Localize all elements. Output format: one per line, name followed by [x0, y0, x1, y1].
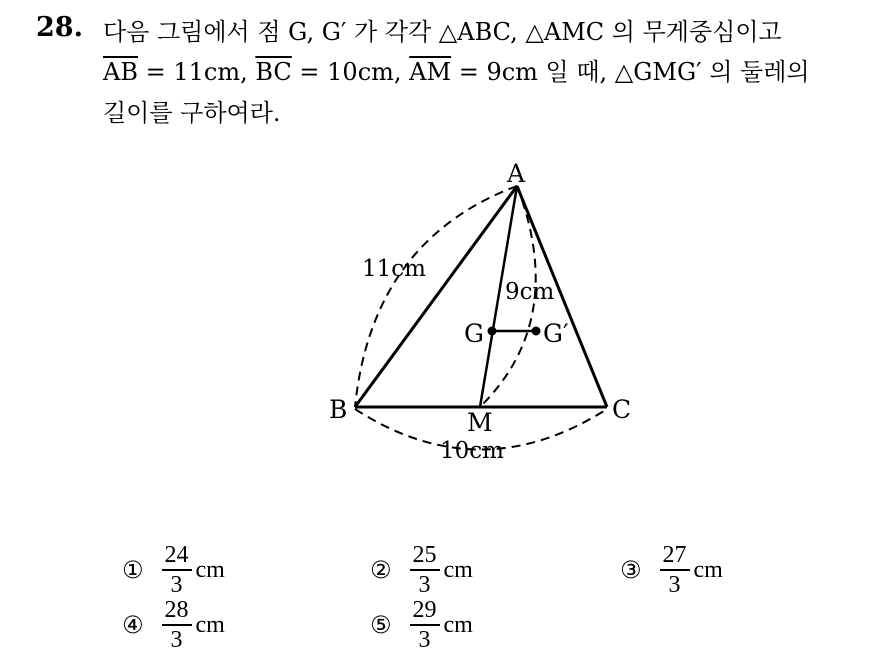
- segment-bc-value: = 10cm,: [291, 58, 410, 86]
- label-c: C: [612, 395, 632, 424]
- fraction: [162, 598, 192, 652]
- side-ab: [355, 186, 517, 407]
- question-number: 28.: [36, 12, 83, 43]
- question-text-line-3: 길이를 구하여라.: [103, 99, 281, 127]
- choice-1[interactable]: [122, 543, 225, 597]
- choice-marker: ⑤: [370, 611, 392, 639]
- unit: cm: [443, 556, 473, 583]
- choice-4[interactable]: [122, 598, 225, 652]
- segment-ab: $\overline{AB}$: [103, 58, 138, 86]
- choice-2[interactable]: [370, 543, 473, 597]
- unit: cm: [195, 556, 225, 583]
- denominator: 3: [418, 572, 431, 598]
- segment-am-value: = 9cm 일 때, △GMG′ 의 둘레의: [451, 58, 810, 86]
- label-a: A: [507, 159, 526, 188]
- label-g-prime: G′: [543, 319, 569, 348]
- segment-am: $\overline{AM}$: [409, 58, 452, 86]
- choice-3[interactable]: [620, 543, 723, 597]
- segment-ab-value: = 11cm,: [137, 58, 256, 86]
- fraction: [410, 598, 440, 652]
- label-am-length: 9cm: [505, 279, 555, 305]
- numerator: 25: [412, 542, 437, 568]
- point-g: [488, 327, 497, 336]
- numerator: 27: [662, 542, 687, 568]
- numerator: 28: [164, 597, 189, 623]
- denominator: 3: [418, 627, 431, 653]
- unit: cm: [195, 611, 225, 638]
- label-ab-length: 11cm: [362, 256, 426, 282]
- fraction: [162, 543, 192, 597]
- unit: cm: [693, 556, 723, 583]
- label-m: M: [467, 408, 493, 437]
- denominator: 3: [668, 572, 681, 598]
- question-text-line-1: 다음 그림에서 점 G, G′ 가 각각 △ABC, △AMC 의 무게중심이고: [103, 18, 782, 46]
- fraction: [410, 543, 440, 597]
- denominator: 3: [170, 572, 183, 598]
- label-g: G: [464, 319, 484, 348]
- label-bc-length: 10cm: [440, 438, 504, 464]
- denominator: 3: [170, 627, 183, 653]
- point-g-prime: [532, 327, 541, 336]
- numerator: 29: [412, 597, 437, 623]
- choice-marker: ②: [370, 556, 392, 584]
- label-b: B: [329, 395, 348, 424]
- unit: cm: [443, 611, 473, 638]
- choice-marker: ①: [122, 556, 144, 584]
- choice-5[interactable]: [370, 598, 473, 652]
- choice-marker: ③: [620, 556, 642, 584]
- numerator: 24: [164, 542, 189, 568]
- fraction: [660, 543, 690, 597]
- segment-bc: $\overline{BC}$: [255, 58, 292, 86]
- choice-marker: ④: [122, 611, 144, 639]
